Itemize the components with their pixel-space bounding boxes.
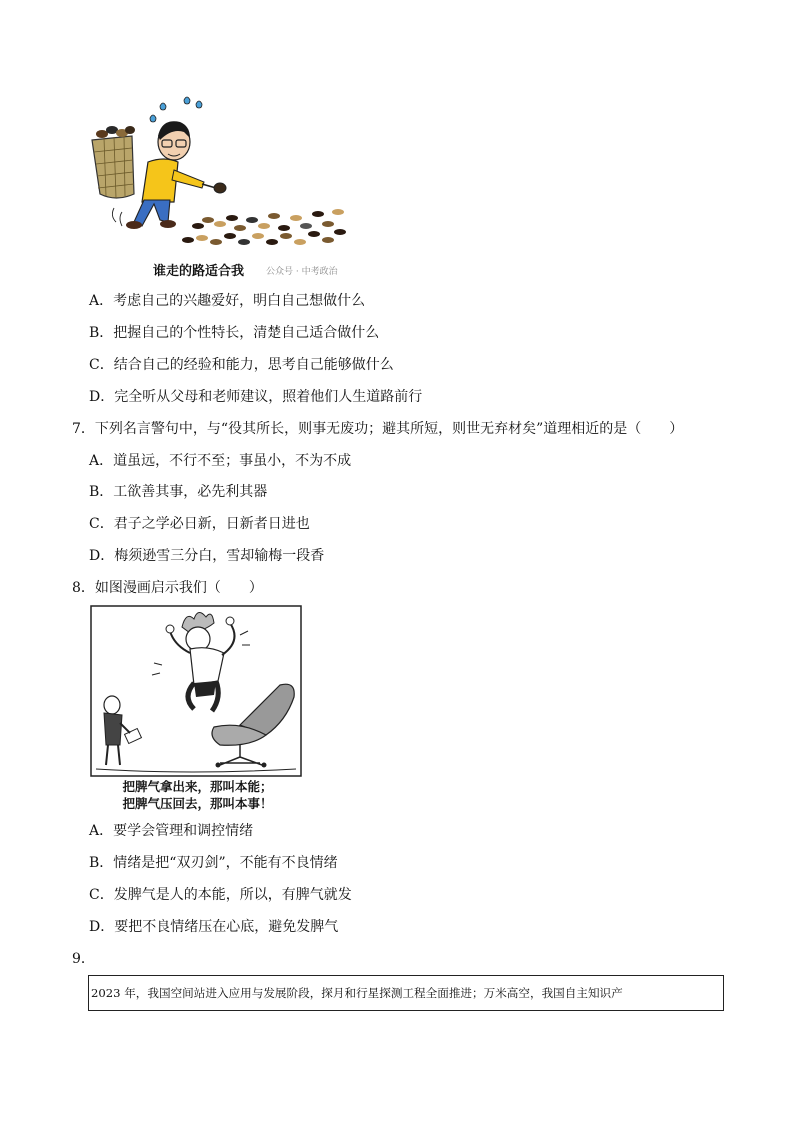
q6-option-d: D．完全听从父母和老师建议，照着他们人生道路前行 xyxy=(89,389,423,405)
figure1-caption: 谁走的路适合我 xyxy=(153,264,245,279)
q6-option-b: B．把握自己的个性特长，清楚自己适合做什么 xyxy=(89,325,380,341)
q8-option-d: D．要把不良情绪压在心底，避免发脾气 xyxy=(89,919,339,935)
q7-option-b: B．工欲善其事，必先利其器 xyxy=(89,484,268,500)
figure2-caption-line1: 把脾气拿出来，那叫本能； xyxy=(122,779,273,794)
q7-option-a: A．道虽远，不行不至；事虽小，不为不成 xyxy=(89,453,352,469)
cartoon-temper xyxy=(90,605,302,777)
q8-option-c: C．发脾气是人的本能，所以，有脾气就发 xyxy=(89,887,352,903)
q6-option-a: A．考虑自己的兴趣爱好，明白自己想做什么 xyxy=(89,293,366,309)
figure1-watermark: 公众号 · 中考政治 xyxy=(266,267,338,277)
cartoon-career-path xyxy=(88,96,350,251)
q8-option-b: B．情绪是把“双刃剑”，不能有不良情绪 xyxy=(89,855,338,871)
q8-option-a: A．要学会管理和调控情绪 xyxy=(89,823,254,839)
q7-stem: 7．下列名言警句中，与“役其所长，则事无废功；避其所短，则世无弃材矣”道理相近的是（ ） xyxy=(72,421,684,437)
q8-stem: 8．如图漫画启示我们（ ） xyxy=(72,580,263,596)
q9-number: 9． xyxy=(72,951,95,967)
q9-material-text: 2023 年，我国空间站进入应用与发展阶段，探月和行星探测工程全面推进；万米高空，我国自主知识产 xyxy=(91,986,623,1000)
figure2-caption xyxy=(110,778,285,812)
q7-option-d: D．梅须逊雪三分白，雪却输梅一段香 xyxy=(89,548,325,564)
q7-option-c: C．君子之学必日新，日新者日进也 xyxy=(89,516,310,532)
q6-option-c: C．结合自己的经验和能力，思考自己能够做什么 xyxy=(89,357,394,373)
q9-material-box xyxy=(88,975,724,1011)
figure2-caption-line2: 把脾气压回去，那叫本事！ xyxy=(122,796,273,811)
